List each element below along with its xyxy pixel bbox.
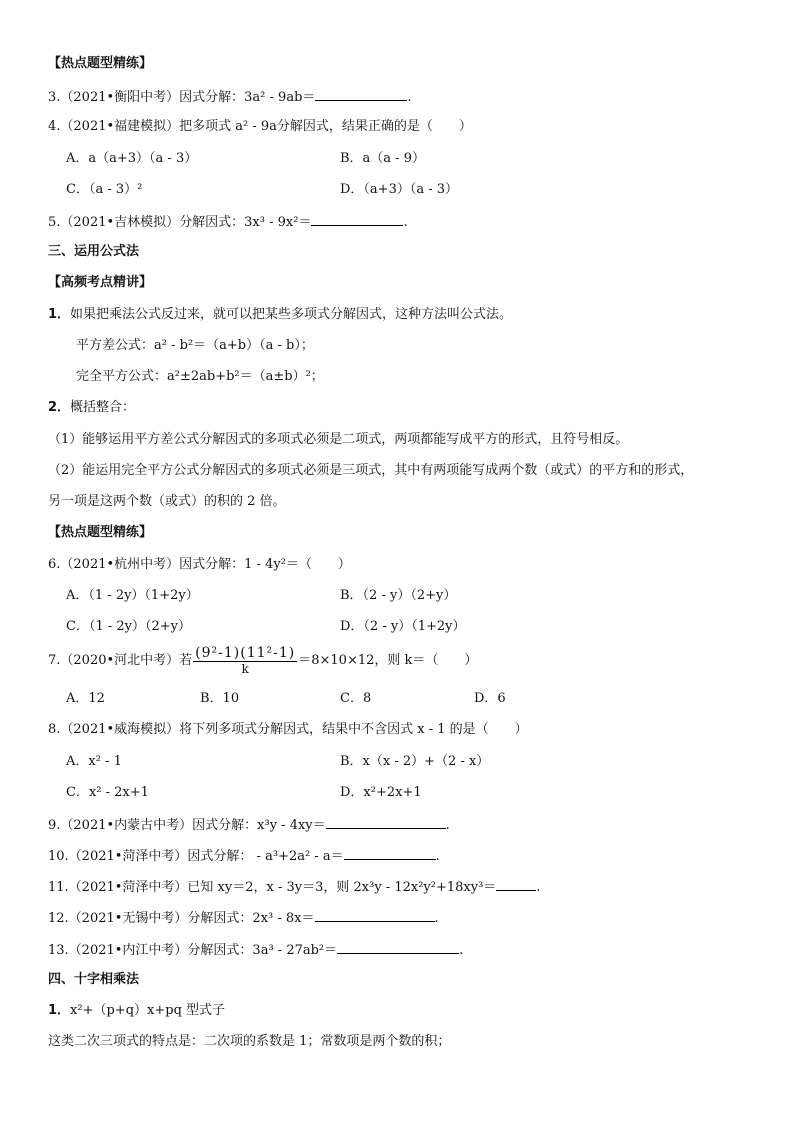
answer-blank[interactable] — [311, 212, 403, 226]
fraction-numerator: (9²-1)(11²-1) — [195, 645, 296, 661]
period: . — [403, 215, 408, 230]
perfect-square-formula: 完全平方公式：a²±2ab+b²＝（a±b）²； — [76, 369, 324, 384]
period: . — [407, 90, 412, 105]
question-text: 10.（2021•菏泽中考）因式分解： - a³+2a² - a＝ — [48, 849, 344, 864]
answer-blank[interactable] — [315, 908, 435, 922]
question-text: 9.（2021•内蒙古中考）因式分解：x³y - 4xy＝ — [48, 818, 326, 833]
section-title: 三、运用公式法 — [48, 244, 140, 259]
item-text: x²+（p+q）x+pq 型式子 — [70, 1003, 226, 1018]
item-number: 2． — [48, 400, 71, 415]
cross-method-item — [48, 1002, 225, 1020]
answer-blank[interactable] — [315, 87, 407, 101]
question-12 — [48, 908, 439, 928]
period: . — [434, 911, 439, 926]
question-text: 13.（2021•内江中考）分解因式：3a³ - 27ab²＝ — [48, 943, 338, 958]
option-b[interactable]: B．（2 - y）（2+y） — [340, 588, 457, 603]
option-b[interactable]: B．x（x - 2）+（2 - x） — [340, 754, 490, 769]
summary-point-2b: 另一项是这两个数（或式）的积的 2 倍。 — [48, 494, 286, 509]
difference-of-squares-formula: 平方差公式：a² - b²＝（a+b）（a - b）； — [76, 338, 314, 353]
section-title: 四、十字相乘法 — [48, 972, 140, 987]
option-a[interactable]: A．12 — [66, 691, 105, 706]
key-point-text: 如果把乘法公式反过来，就可以把某些多项式分解因式，这种方法叫公式法。 — [70, 307, 513, 322]
question-9 — [48, 815, 450, 835]
option-a[interactable]: A．a（a+3）（a - 3） — [66, 151, 198, 166]
hot-practice-header: 【热点题型精练】 — [48, 56, 153, 71]
period: . — [536, 880, 541, 895]
key-point-2 — [48, 399, 135, 417]
option-a[interactable]: A．（1 - 2y）（1+2y） — [66, 588, 199, 603]
summary-point-2a: （2）能运用完全平方公式分解因式的多项式必须是三项式，其中有两项能写成两个数（或式）的平方和的形式， — [48, 463, 694, 478]
question-4: 4.（2021•福建模拟）把多项式 a² - 9a分解因式，结果正确的是（ ） — [48, 119, 472, 134]
option-c[interactable]: C．8 — [340, 691, 372, 706]
question-5 — [48, 212, 408, 232]
question-10 — [48, 846, 440, 866]
period: . — [459, 943, 464, 958]
question-text: 11.（2021•菏泽中考）已知 xy＝2，x - 3y＝3，则 2x³y - 12x²y²+18xy³＝ — [48, 880, 497, 895]
fraction-denominator: k — [241, 662, 249, 676]
option-a[interactable]: A．x² - 1 — [66, 754, 122, 769]
question-3 — [48, 87, 412, 107]
option-c[interactable]: C．（1 - 2y）（2+y） — [66, 619, 191, 634]
fraction — [193, 645, 297, 676]
option-b[interactable]: B．10 — [200, 691, 240, 706]
period: . — [445, 818, 450, 833]
question-text: 3.（2021•衡阳中考）因式分解：3a² - 9ab＝ — [48, 90, 316, 105]
answer-blank[interactable] — [326, 815, 446, 829]
question-6: 6.（2021•杭州中考）因式分解：1 - 4y²＝（ ） — [48, 557, 351, 572]
option-c[interactable]: C．（a - 3）² — [66, 182, 143, 197]
answer-blank[interactable] — [496, 877, 536, 891]
option-b[interactable]: B．a（a - 9） — [340, 151, 425, 166]
summary-point-1: （1）能够运用平方差公式分解因式的多项式必须是二项式，两项都能写成平方的形式，且符号相反。 — [48, 432, 629, 447]
option-d[interactable]: D．6 — [474, 691, 506, 706]
cross-method-description: 这类二次三项式的特点是：二次项的系数是 1；常数项是两个数的积； — [48, 1034, 451, 1049]
question-text: 7.（2020•河北中考）若 — [48, 653, 193, 668]
key-points-header: 【高频考点精讲】 — [48, 275, 153, 290]
option-d[interactable]: D．x²+2x+1 — [340, 785, 422, 800]
period: . — [435, 849, 440, 864]
question-8: 8.（2021•威海模拟）将下列多项式分解因式，结果中不含因式 x - 1 的是（ ） — [48, 722, 528, 737]
key-point-text: 概括整合： — [70, 400, 136, 415]
answer-blank[interactable] — [337, 940, 459, 954]
option-c[interactable]: C．x² - 2x+1 — [66, 785, 149, 800]
option-d[interactable]: D．（a+3）（a - 3） — [340, 182, 459, 197]
question-11 — [48, 877, 540, 897]
item-number: 1． — [48, 307, 71, 322]
question-text: 12.（2021•无锡中考）分解因式：2x³ - 8x＝ — [48, 911, 315, 926]
option-d[interactable]: D．（2 - y）（1+2y） — [340, 619, 466, 634]
key-point-1 — [48, 306, 512, 324]
answer-blank[interactable] — [344, 846, 436, 860]
hot-practice-header: 【热点题型精练】 — [48, 525, 153, 540]
item-number: 1． — [48, 1003, 71, 1018]
question-13 — [48, 940, 463, 960]
question-text: 5.（2021•吉林模拟）分解因式：3x³ - 9x²＝ — [48, 215, 312, 230]
question-7 — [48, 644, 477, 678]
question-text-suffix: ＝8×10×12，则 k＝（ ） — [298, 653, 478, 668]
